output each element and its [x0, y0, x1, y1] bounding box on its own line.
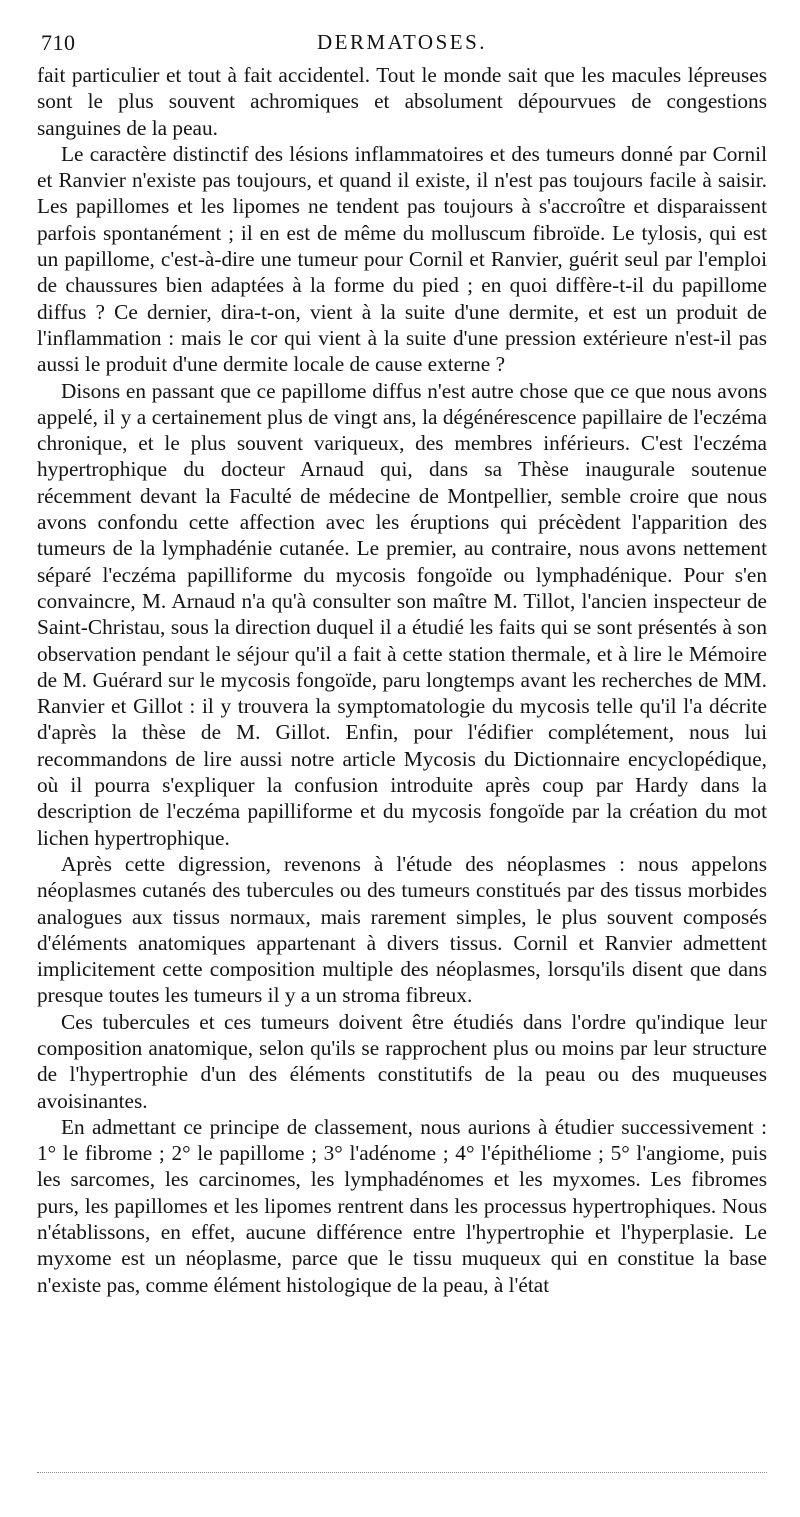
paragraph-tubercules: Ces tubercules et ces tumeurs doivent être étudiés dans l'ordre qu'indique leur composition anatomique, selon qu'ils se rapprochent plus ou moins par leur structure de l'hypertrophie d'un des éléments constitutifs de la peau ou des muqueuses avoisinantes.	[37, 1009, 767, 1113]
paragraph-classement: En admettant ce principe de classement, nous aurions à étudier successivement : 1° le fibrome ; 2° le papillome ; 3° l'adénome ; 4° l'épithéliome ; 5° l'angiome, puis les sarcomes, les carcinomes, les lymphadénomes et les myxomes. Les fibromes purs, les papillomes et les lipomes rentrent dans les processus hypertrophiques. Nous n'établissons, en effet, aucune différence entre l'hypertrophie et l'hyperplasie. Le myxome est un néoplasme, parce que le tissu muqueux qui en constitue la base n'existe pas, comme élément histologique de la peau, à l'état	[37, 1114, 767, 1297]
footer-rule	[37, 1472, 767, 1473]
page-header	[37, 30, 767, 60]
page-number: 710	[41, 30, 76, 55]
paragraph-continuation: fait particulier et tout à fait accidentel. Tout le monde sait que les macules lépreuses sont le plus souvent achromiques et absolument dépourvues de congestions sanguines de la peau.	[37, 63, 767, 140]
book-page	[37, 0, 767, 1517]
paragraph-neoplasmes: Après cette digression, revenons à l'étude des néoplasmes : nous appelons néoplasmes cutanés des tubercules ou des tumeurs constitués par des tissus morbides analogues aux tissus normaux, mais rarement simples, le plus souvent composés d'éléments anatomiques appartenant à divers tissus. Cornil et Ranvier admettent implicitement cette composition multiple des néoplasmes, lorsqu'ils disent que dans presque toutes les tumeurs il y a un stroma fibreux.	[37, 851, 767, 1008]
paragraph-lesions: Le caractère distinctif des lésions inflammatoires et des tumeurs donné par Cornil et Ranvier n'existe pas toujours, et quand il existe, il n'est pas toujours facile à saisir. Les papillomes et les lipomes ne tendent pas toujours à s'accroître et disparaissent parfois spontanément ; il en est de même du molluscum fibroïde. Le tylosis, qui est un papillome, c'est-à-dire une tumeur pour Cornil et Ranvier, guérit seul par l'emploi de chaussures bien adaptées à la forme du pied ; en quoi diffère-t-il du papillome diffus ? Ce dernier, dira-t-on, vient à la suite d'une dermite, et est un produit de l'inflammation : mais le cor qui vient à la suite d'une pression extérieure n'est-il pas aussi le produit d'une dermite locale de cause externe ?	[37, 141, 767, 377]
body-text	[37, 62, 767, 1298]
paragraph-papillome-diffus: Disons en passant que ce papillome diffus n'est autre chose que ce que nous avons appelé, il y a certainement plus de vingt ans, la dégénérescence papillaire de l'eczéma chronique, et le plus souvent variqueux, des membres inférieurs. C'est l'eczéma hypertrophique du docteur Arnaud qui, dans sa Thèse inaugurale soutenue récemment devant la Faculté de médecine de Montpellier, semble croire que nous avons confondu cette affection avec les éruptions qui précèdent l'apparition des tumeurs de la lymphadénie cutanée. Le premier, au contraire, nous avons nettement séparé l'eczéma papilliforme du mycosis fongoïde ou lymphadénique. Pour s'en convaincre, M. Arnaud n'a qu'à consulter son maître M. Tillot, l'ancien inspecteur de Saint-Christau, sous la direction duquel il a étudié les faits qui se sont présentés à son observation pendant le séjour qu'il a fait à cette station thermale, et à lire le Mémoire de M. Guérard sur le mycosis fongoïde, paru longtemps avant les recherches de MM. Ranvier et Gillot : il y trouvera la symptomatologie du mycosis telle qu'il l'a décrite d'après la thèse de M. Gillot. Enfin, pour l'édifier complétement, nous lui recommandons de lire aussi notre article Mycosis du Dictionnaire encyclopédique, où il pourra s'expliquer la confusion introduite après coup par Hardy dans la description de l'eczéma papilliforme et du mycosis fongoïde par la création du mot lichen hypertrophique.	[37, 378, 767, 850]
running-title: DERMATOSES.	[316, 30, 488, 54]
